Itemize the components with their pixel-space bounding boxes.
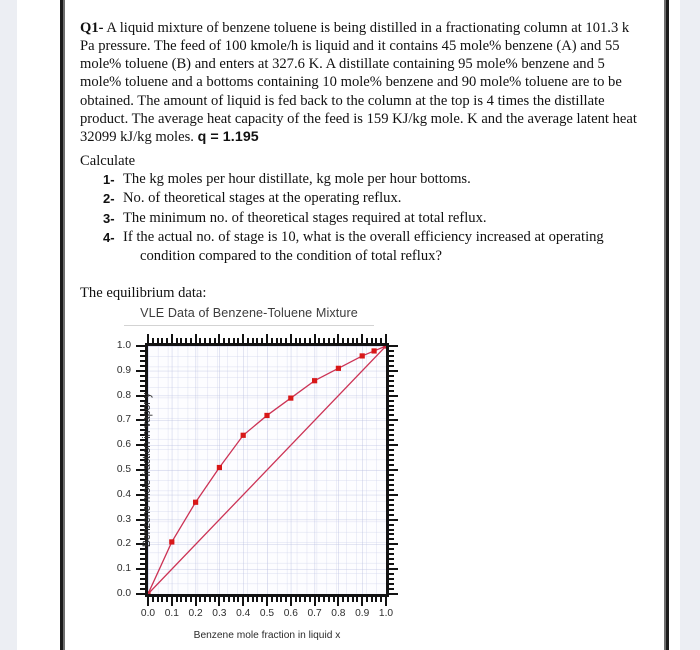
y-tick-minor-right: [389, 365, 394, 367]
x-axis-line: [145, 594, 389, 597]
list-item: [103, 228, 663, 265]
vle-chart: [100, 302, 405, 642]
y-tick-label: 0.1: [116, 563, 131, 575]
chart-plot-area: [116, 340, 394, 641]
question-subparts-list: [103, 170, 663, 265]
x-tick-major: [337, 597, 339, 606]
x-tick-major-top: [147, 334, 149, 343]
x-tick-minor: [185, 597, 187, 602]
y-tick-major-right: [389, 543, 398, 545]
y-tick-minor-right: [389, 578, 394, 580]
y-tick-major: [136, 568, 145, 570]
y-tick-label: 0.9: [116, 364, 131, 376]
y-tick-label: 0.5: [116, 464, 131, 475]
list-item: [103, 209, 663, 228]
list-item-number: 1-: [103, 172, 115, 187]
x-tick-major-top: [385, 334, 387, 343]
chart-canvas: [148, 346, 386, 594]
y-tick-minor-right: [389, 509, 394, 511]
y-tick-minor-right: [389, 504, 394, 506]
y-tick-minor-right: [389, 529, 394, 531]
chart-title-underline: [124, 325, 374, 326]
y-tick-major: [136, 345, 145, 347]
x-tick-major-top: [290, 334, 292, 343]
chart-data-point: [241, 433, 246, 438]
x-tick-minor: [371, 597, 373, 602]
x-tick-major-top: [314, 334, 316, 343]
list-item-number: 4-: [103, 230, 115, 246]
x-tick-label: 1.0: [378, 608, 394, 619]
x-tick-minor: [157, 597, 159, 602]
list-item-text: [123, 189, 663, 207]
x-tick-minor: [347, 597, 349, 602]
y-tick-minor-right: [389, 573, 394, 575]
x-tick-minor: [161, 597, 163, 602]
chart-data-point: [193, 500, 198, 505]
x-tick-minor: [176, 597, 178, 602]
y-tick-minor-right: [389, 429, 394, 431]
chart-data-point: [336, 366, 341, 371]
x-tick-minor: [247, 597, 249, 602]
y-tick-label: 0.8: [116, 389, 131, 401]
x-tick-label: 0.6: [283, 608, 298, 619]
y-tick-minor-right: [389, 499, 394, 501]
x-tick-major-top: [218, 334, 220, 343]
y-tick-minor-right: [389, 449, 394, 451]
x-tick-minor: [366, 597, 368, 602]
y-tick-minor-right: [389, 400, 394, 402]
page-right-rule: [666, 0, 669, 650]
y-tick-minor-right: [389, 380, 394, 382]
y-axis-right-line: [386, 343, 389, 597]
page-left-rule: [60, 0, 63, 650]
x-tick-minor: [333, 597, 335, 602]
x-tick-minor: [237, 597, 239, 602]
x-tick-minor: [352, 597, 354, 602]
x-tick-minor: [166, 597, 168, 602]
y-tick-label: 0.4: [116, 488, 131, 500]
x-tick-minor: [295, 597, 297, 602]
x-tick-minor: [199, 597, 201, 602]
x-tick-label: 0.5: [259, 608, 275, 619]
x-tick-minor: [309, 597, 311, 602]
x-tick-minor: [180, 597, 182, 602]
x-tick-minor: [323, 597, 325, 602]
list-item-line-continued: condition compared to the condition of total reflux?: [140, 247, 442, 264]
y-tick-label: 0.3: [116, 513, 131, 525]
y-tick-label: 0.0: [116, 588, 131, 599]
x-tick-label: 0.9: [355, 608, 370, 619]
document-page: [17, 0, 680, 650]
page-left-gutter-shadow: [63, 0, 65, 650]
y-tick-minor-right: [389, 355, 394, 357]
y-tick-minor-right: [389, 514, 394, 516]
list-item-line: The kg moles per hour distillate, kg mole per hour bottoms.: [123, 171, 471, 187]
y-tick-minor-right: [389, 583, 394, 585]
list-item-line: No. of theoretical stages at the operating reflux.: [123, 190, 402, 207]
x-tick-label: 0.0: [140, 608, 156, 619]
y-tick-minor-right: [389, 548, 394, 550]
x-tick-major-top: [337, 334, 339, 343]
x-tick-major-top: [361, 334, 363, 343]
y-tick-minor-right: [389, 553, 394, 555]
y-tick-minor-right: [389, 350, 394, 352]
x-tick-major: [147, 597, 149, 606]
x-tick-minor: [299, 597, 301, 602]
x-tick-major: [361, 597, 363, 606]
chart-data-point: [288, 395, 293, 400]
x-tick-major: [195, 597, 197, 606]
x-tick-major: [266, 597, 268, 606]
list-item: [103, 189, 663, 208]
y-axis-title: Benzene mole fraction in vapor y: [141, 392, 153, 548]
y-tick-minor-right: [389, 390, 394, 392]
question-body-text: A liquid mixture of benzene toluene is being distilled in a fractionating column at 101.3 k Pa pressure. The feed of 100 kmole/h is liquid and it contains 45 mole% benzene (A) and 55 mole% toluene (B) and enters at 327.6 K. A distillate containing 95 mole% benzene and 5 mole% toluene and a bottoms containing 10 mole% benzene and 90 mole% toluene are to be obtained. The amount of liquid is fed back to the column at the top is 4 times the distillate product. The average heat capacity of the feed is 159 KJ/kg mole. K and the average latent heat 32099 kJ/kg moles.: [80, 19, 637, 146]
list-item-line: The minimum no. of theoretical stages required at total reflux.: [123, 209, 487, 226]
x-tick-minor: [356, 597, 358, 602]
document-content: [80, 0, 658, 650]
question-label: Q1-: [80, 19, 104, 36]
chart-title: VLE Data of Benzene-Toluene Mixture: [140, 306, 358, 320]
y-tick-minor-right: [389, 375, 394, 377]
x-tick-minor: [204, 597, 206, 602]
x-tick-major: [218, 597, 220, 606]
list-item-text: [123, 228, 663, 265]
x-tick-major: [171, 597, 173, 606]
y-tick-minor-right: [389, 434, 394, 436]
x-tick-major: [290, 597, 292, 606]
y-tick-minor-right: [389, 558, 394, 560]
y-tick-major-right: [389, 345, 398, 347]
chart-data-point: [264, 413, 269, 418]
x-tick-major-top: [266, 334, 268, 343]
y-tick-minor-right: [389, 563, 394, 565]
y-tick-minor-right: [389, 588, 394, 590]
y-tick-minor-right: [389, 405, 394, 407]
y-tick-major-right: [389, 568, 398, 570]
y-tick-major-right: [389, 469, 398, 471]
y-tick-major: [136, 370, 145, 372]
chart-data-point: [360, 353, 365, 358]
y-tick-label: 0.6: [116, 439, 131, 451]
x-tick-minor: [209, 597, 211, 602]
y-tick-minor-right: [389, 439, 394, 441]
x-tick-major: [242, 597, 244, 606]
x-tick-label: 0.2: [188, 608, 203, 619]
chart-data-point: [372, 348, 377, 353]
y-tick-label: 0.2: [116, 538, 131, 550]
question-paragraph: [80, 19, 646, 147]
y-tick-label: 0.7: [116, 414, 131, 426]
x-tick-minor: [223, 597, 225, 602]
x-tick-minor: [328, 597, 330, 602]
x-tick-minor: [261, 597, 263, 602]
y-tick-major-right: [389, 395, 398, 397]
list-item-number: 2-: [103, 191, 115, 207]
x-tick-minor: [256, 597, 258, 602]
chart-data-point: [169, 539, 174, 544]
y-tick-minor-right: [389, 538, 394, 540]
x-tick-label: 0.8: [331, 608, 346, 619]
x-tick-minor: [280, 597, 282, 602]
list-item-text: [123, 170, 663, 188]
y-tick-major-right: [389, 519, 398, 521]
x-tick-major: [314, 597, 316, 606]
y-tick-minor-right: [389, 524, 394, 526]
x-tick-major-top: [195, 334, 197, 343]
y-tick-minor-right: [389, 409, 394, 411]
y-tick-minor-right: [389, 385, 394, 387]
calculate-heading: Calculate: [80, 153, 136, 169]
x-tick-major: [385, 597, 387, 606]
x-tick-label: 0.7: [307, 608, 322, 619]
list-item-number: 3-: [103, 210, 115, 226]
x-tick-minor: [152, 597, 154, 602]
y-tick-major-right: [389, 444, 398, 446]
y-tick-major-right: [389, 370, 398, 372]
x-tick-major-top: [171, 334, 173, 343]
x-tick-minor: [380, 597, 382, 602]
q-value: q = 1.195: [197, 129, 259, 146]
y-tick-minor-right: [389, 464, 394, 466]
x-axis-title: Benzene mole fraction in liquid x: [193, 630, 341, 641]
y-tick-minor-right: [389, 474, 394, 476]
y-tick-major-right: [389, 593, 398, 595]
list-item-text: [123, 209, 663, 227]
x-tick-minor: [285, 597, 287, 602]
x-axis-top-line: [145, 343, 389, 346]
y-tick-major-right: [389, 494, 398, 496]
x-tick-minor: [190, 597, 192, 602]
x-tick-minor: [228, 597, 230, 602]
x-tick-label: 0.4: [236, 608, 251, 619]
x-tick-minor: [318, 597, 320, 602]
y-tick-minor-right: [389, 454, 394, 456]
x-tick-minor: [375, 597, 377, 602]
y-tick-minor-right: [389, 533, 394, 535]
y-tick-major: [136, 593, 145, 595]
chart-data-point: [312, 378, 317, 383]
x-tick-minor: [276, 597, 278, 602]
x-tick-label: 0.1: [164, 608, 179, 619]
y-tick-minor-right: [389, 479, 394, 481]
x-tick-minor: [271, 597, 273, 602]
list-item: [103, 170, 663, 189]
list-item-line: If the actual no. of stage is 10, what is the overall efficiency increased at operating: [123, 229, 604, 246]
x-tick-minor: [252, 597, 254, 602]
y-tick-major-right: [389, 419, 398, 421]
y-tick-minor-right: [389, 424, 394, 426]
y-tick-minor-right: [389, 360, 394, 362]
x-tick-minor: [342, 597, 344, 602]
y-tick-minor-right: [389, 414, 394, 416]
y-tick-minor-right: [389, 489, 394, 491]
x-tick-major-top: [242, 334, 244, 343]
x-tick-minor: [214, 597, 216, 602]
x-tick-minor: [304, 597, 306, 602]
x-tick-minor: [233, 597, 235, 602]
x-tick-label: 0.3: [212, 608, 227, 619]
y-tick-minor-right: [389, 459, 394, 461]
equilibrium-data-caption: The equilibrium data:: [80, 285, 207, 301]
y-tick-label: 1.0: [116, 340, 131, 351]
chart-data-point: [217, 465, 222, 470]
y-tick-minor-right: [389, 484, 394, 486]
